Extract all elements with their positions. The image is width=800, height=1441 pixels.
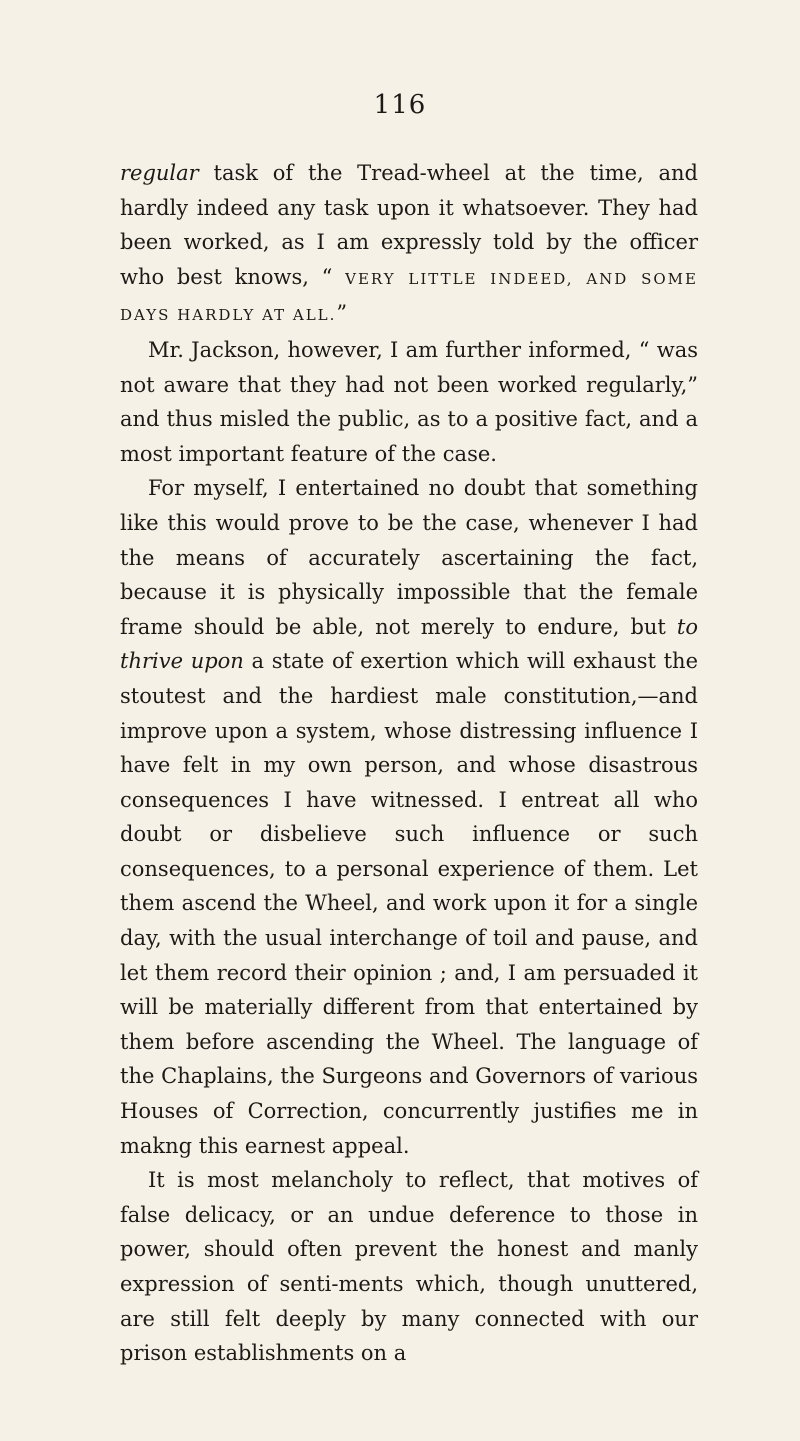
page-number: 116 (373, 90, 427, 120)
body-text (120, 156, 698, 1371)
paragraph-4 (120, 1163, 698, 1371)
text-run: task of the Tread-wheel at the time, and hardly indeed any task upon it whatsoever. They had been worked, as I am expressly told by the officer who best knows, “ (120, 161, 698, 289)
text-run: a state of exertion which will exhaust the stoutest and the hardiest male constitution,—and improve upon a system, whose distressing influence I have felt in my own person, and whose disastrous consequences I have witnessed. I entreat all who doubt or disbelieve such influence or such consequences, to a personal experience of them. Let them ascend the Wheel, and work upon it for a single day, with the usual interchange of toil and pause, and let them record their opinion ; and, I am persuaded it will be materially different from that entertained by them before ascending the Wheel. The language of the Chaplains, the Surgeons and Governors of various Houses of Correction, concurrently justifies me in makng this earnest appeal. (120, 649, 699, 1158)
italic-phrase-regular: regular (120, 161, 199, 185)
small-caps-quote: VERY LITTLE INDEED, AND SOME DAYS HARDLY AT ALL. (120, 269, 698, 325)
paragraph-3 (120, 471, 698, 1163)
text-run: Mr. Jackson, however, I am further informed, “ was not aware that they had not been worked regularly,” and thus misled the public, as to a positive fact, and a most important feature of the case. (120, 337, 698, 466)
text-run: For myself, I entertained no doubt that something like this would prove to be the case, whenever I had the means of accurately ascertaining the fact, because it is physically impossible that the female frame should be able, not merely to endure, but (120, 476, 698, 639)
text-run: It is most melancholy to reflect, that motives of false delicacy, or an undue deference to those in power, should often prevent the honest and manly expression of senti-ments which, though unuttered, are still felt deeply by many connected with our prison establishments on a (120, 1168, 698, 1366)
paragraph-1 (120, 156, 698, 333)
paragraph-2 (120, 333, 698, 471)
text-run: ” (336, 301, 348, 326)
italic-phrase-thrive: to thrive upon (120, 614, 698, 674)
